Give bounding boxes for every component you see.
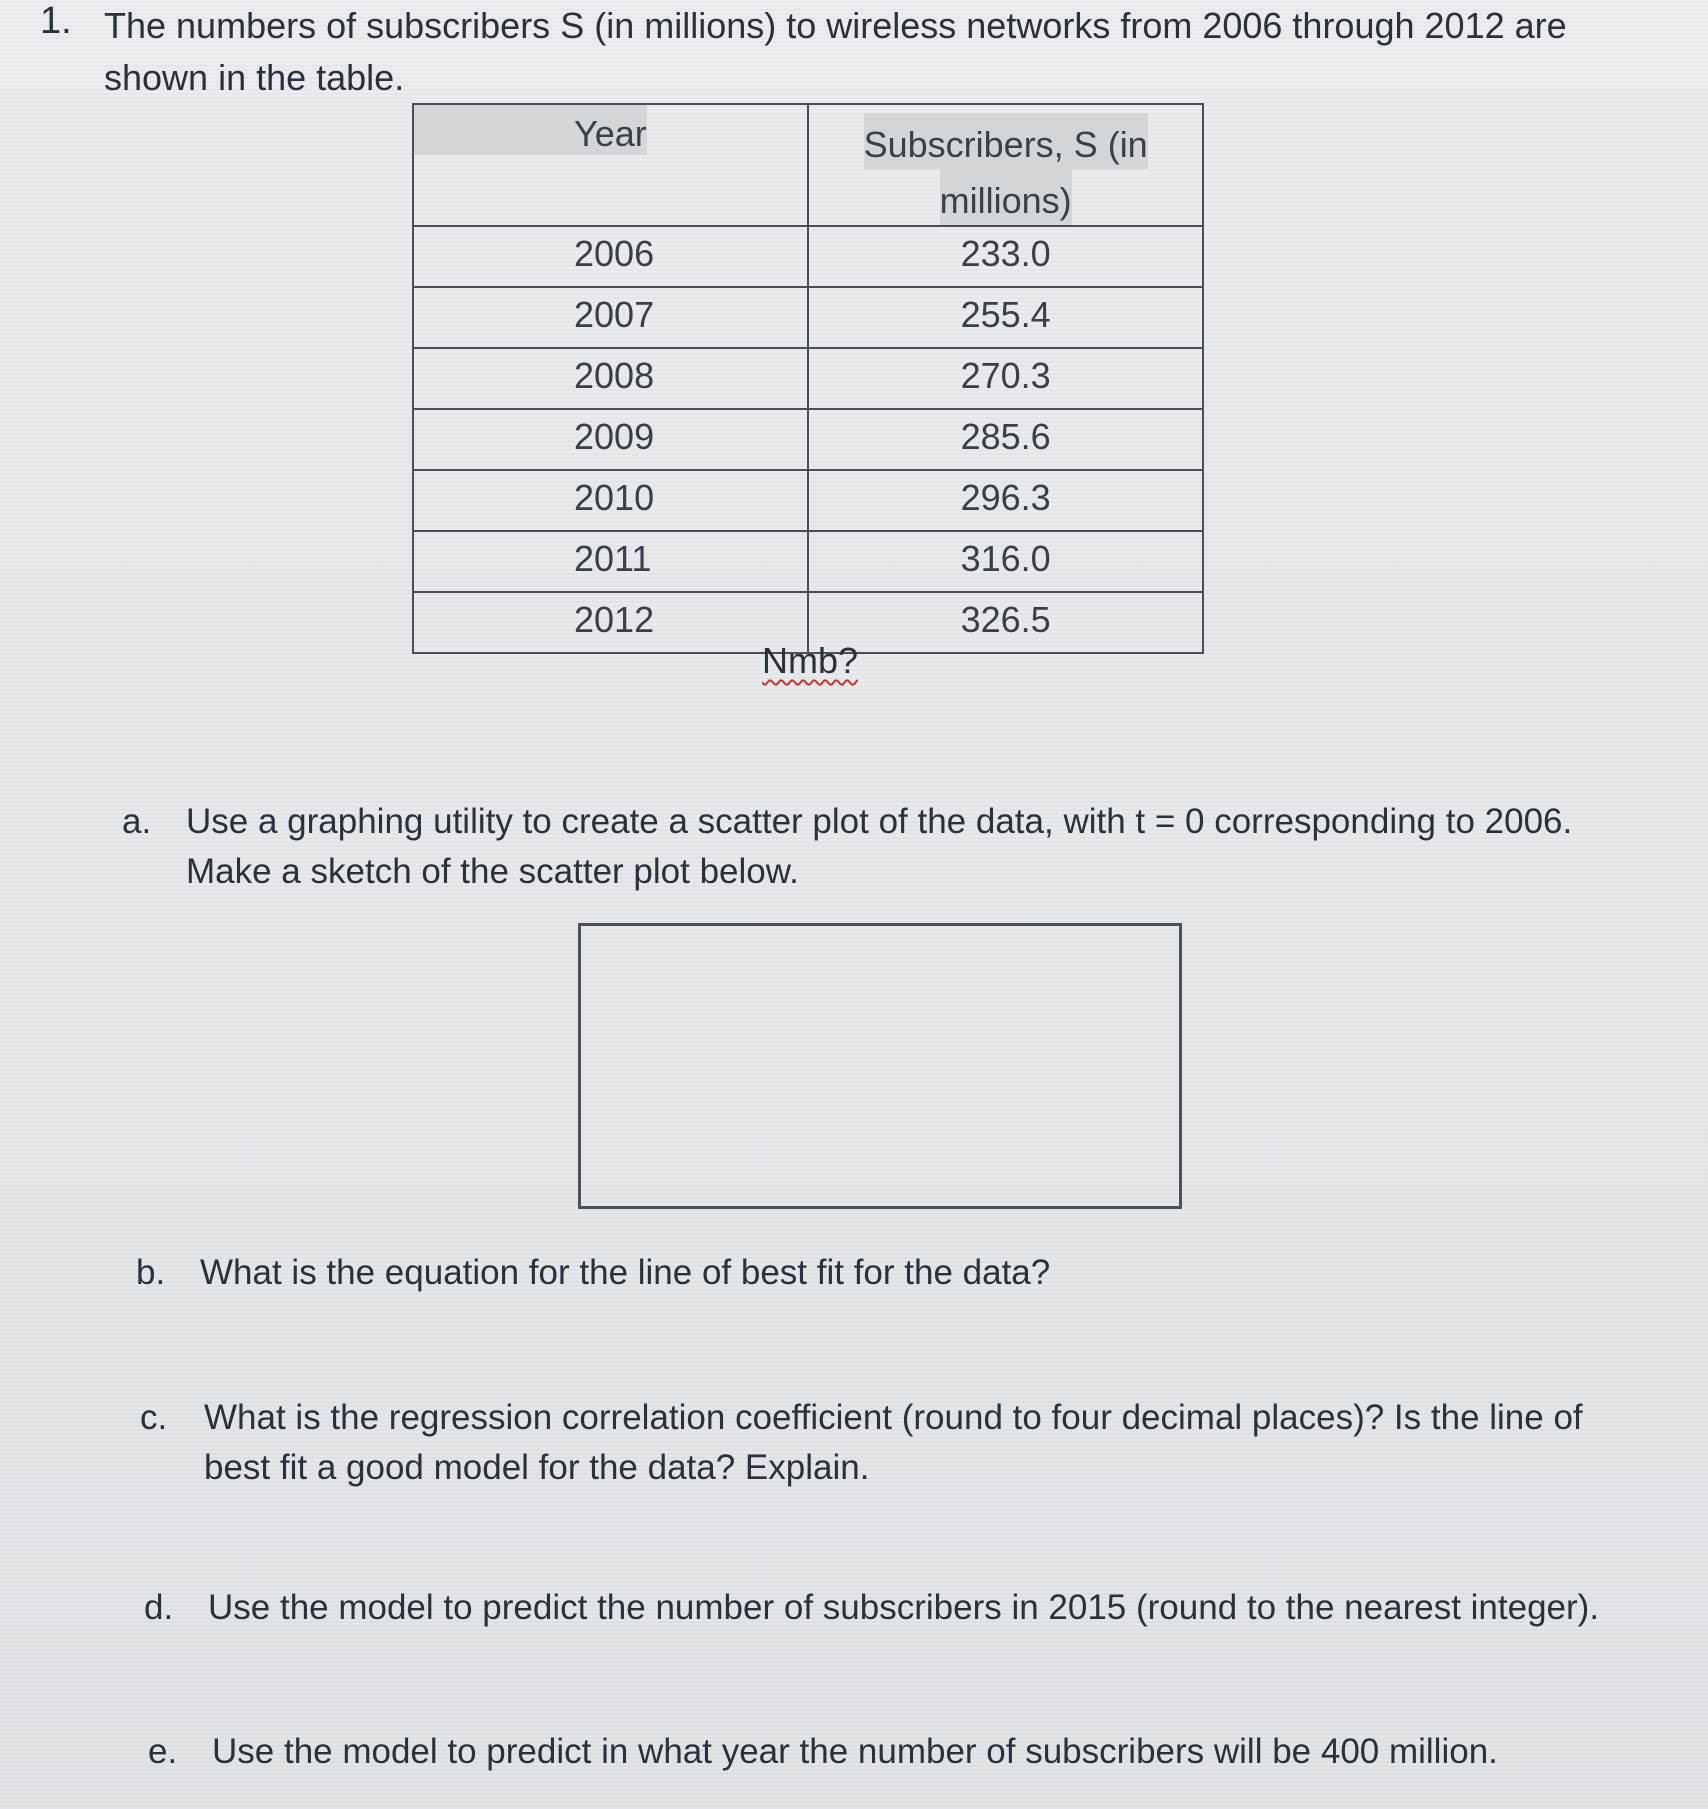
year-cell	[413, 592, 808, 653]
header-subscribers-line1: Subscribers, S (in	[864, 113, 1148, 169]
handwritten-note: Nmb?	[762, 640, 859, 681]
table-row	[413, 226, 1203, 287]
year-value: 2008	[574, 355, 655, 396]
subscribers-value: 233.0	[960, 233, 1051, 274]
year-value: 2009	[574, 416, 655, 457]
table-header-row	[413, 104, 1203, 226]
table-row	[413, 409, 1203, 470]
year-value: 2007	[574, 294, 655, 335]
subscribers-cell	[808, 226, 1203, 287]
subscribers-cell	[808, 531, 1203, 592]
year-value: 2006	[574, 233, 655, 274]
year-cell	[413, 226, 808, 287]
year-cell	[413, 409, 808, 470]
part-a-letter: a.	[122, 802, 152, 841]
header-subscribers-label	[864, 105, 1148, 225]
subscribers-value: 255.4	[960, 294, 1051, 335]
table-row	[413, 348, 1203, 409]
subscribers-value: 296.3	[960, 477, 1051, 518]
part-e-letter: e.	[148, 1732, 178, 1771]
part-d-text: Use the model to predict the number of subscribers in 2015 (round to the nearest integer).	[208, 1588, 1600, 1627]
scatter-plot-sketch-box[interactable]	[578, 923, 1182, 1209]
subscribers-value: 316.0	[960, 538, 1051, 579]
part-a-text: Use a graphing utility to create a scatter plot of the data, with t = 0 corresponding to 2006. Make a sketch of the scatter plot below.	[186, 802, 1573, 891]
subscribers-cell	[808, 592, 1203, 653]
question-number: 1.	[40, 0, 72, 42]
year-cell	[413, 287, 808, 348]
table-row	[413, 531, 1203, 592]
part-b-text: What is the equation for the line of best fit for the data?	[200, 1253, 1051, 1292]
year-value: 2012	[574, 599, 655, 640]
part-c-letter: c.	[140, 1398, 168, 1437]
year-value: 2010	[574, 477, 655, 518]
subscribers-cell	[808, 287, 1203, 348]
table-row	[413, 470, 1203, 531]
part-c-text: What is the regression correlation coefficient (round to four decimal places)? Is the line of best fit a good model for the data? Explain.	[204, 1398, 1583, 1487]
subscribers-value: 270.3	[960, 355, 1051, 396]
subscribers-cell	[808, 409, 1203, 470]
subscribers-table	[412, 103, 1204, 654]
header-year	[413, 104, 808, 226]
part-b-letter: b.	[136, 1253, 166, 1292]
year-value: 2011	[574, 538, 652, 579]
subscribers-value: 285.6	[960, 416, 1051, 457]
subscribers-value: 326.5	[960, 599, 1051, 640]
question-text: The numbers of subscribers S (in millions) to wireless networks from 2006 through 2012 are shown in the table.	[104, 5, 1567, 98]
subscribers-cell	[808, 470, 1203, 531]
year-cell	[413, 531, 808, 592]
header-year-label: Year	[414, 105, 647, 155]
year-cell	[413, 470, 808, 531]
part-d-letter: d.	[144, 1588, 174, 1627]
year-cell	[413, 348, 808, 409]
part-e-text: Use the model to predict in what year the number of subscribers will be 400 million.	[212, 1732, 1498, 1771]
header-subscribers	[808, 104, 1203, 226]
table-row	[413, 287, 1203, 348]
subscribers-cell	[808, 348, 1203, 409]
header-subscribers-line2: millions)	[940, 169, 1072, 225]
